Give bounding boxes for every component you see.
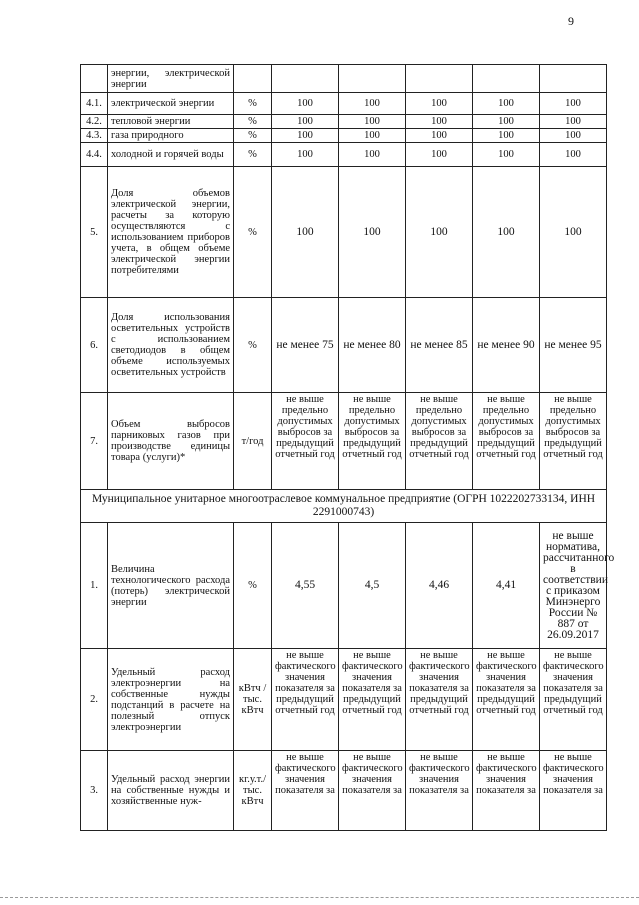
value-cell-2: не выше предельно допустимых выбросов за предыдущий отчетный год (339, 393, 406, 490)
value-cell-4: 100 (473, 167, 540, 298)
row-number: 6. (81, 298, 108, 393)
unit-cell: т/год (234, 393, 272, 490)
value-cell-5 (540, 65, 607, 93)
value-cell-1: не выше предельно допустимых выбросов за предыдущий отчетный год (272, 393, 339, 490)
indicator-name: Удельный расход энергии на собственные нужды и хозяйственные нуж- (108, 751, 234, 831)
indicator-name: тепловой энергии (108, 115, 234, 129)
value-cell-3 (406, 65, 473, 93)
value-cell-5: 100 (540, 143, 607, 167)
table-row (81, 490, 607, 523)
row-number: 1. (81, 523, 108, 649)
unit-cell: % (234, 115, 272, 129)
value-cell-5: 100 (540, 129, 607, 143)
indicator-name: Величина технологического расхода (потерь) электрической энергии (108, 523, 234, 649)
table-row (81, 143, 607, 167)
row-number: 2. (81, 649, 108, 751)
row-number: 3. (81, 751, 108, 831)
table-row (81, 167, 607, 298)
indicator-name: энергии, электрической энергии (108, 65, 234, 93)
value-cell-2: не менее 80 (339, 298, 406, 393)
table-row (81, 65, 607, 93)
value-cell-3: не выше фактического значения показателя за (406, 751, 473, 831)
value-cell-5: не выше норматива, рассчитанного в соответствии с приказом Минэнерго России № 887 от 26.09.2017 (540, 523, 607, 649)
unit-cell: % (234, 93, 272, 115)
row-number: 4.1. (81, 93, 108, 115)
value-cell-1 (272, 65, 339, 93)
value-cell-3: 100 (406, 115, 473, 129)
value-cell-3: 4,46 (406, 523, 473, 649)
value-cell-1: не выше фактического значения показателя за (272, 751, 339, 831)
unit-cell: % (234, 129, 272, 143)
value-cell-5: не выше фактического значения показателя за предыдущий отчетный год (540, 649, 607, 751)
table-body-bottom (81, 523, 615, 831)
table-body-top (81, 65, 607, 490)
value-cell-2: 100 (339, 167, 406, 298)
section-title: Муниципальное унитарное многоотраслевое коммунальное предприятие (ОГРН 1022202733134, ИНН 2291000743) (81, 490, 607, 523)
value-cell-2: 4,5 (339, 523, 406, 649)
value-cell-1: не менее 75 (272, 298, 339, 393)
value-cell-2 (339, 65, 406, 93)
indicator-name: Доля объемов электрической энергии, расчеты за которую осуществляются с использованием приборов учета, в общем объеме электрической энергии потребителями (108, 167, 234, 298)
value-cell-4: 100 (473, 143, 540, 167)
value-cell-3: 100 (406, 129, 473, 143)
unit-cell: % (234, 523, 272, 649)
table-row (81, 523, 607, 649)
value-cell-2: 100 (339, 115, 406, 129)
value-cell-4 (473, 65, 540, 93)
value-cell-4: не выше предельно допустимых выбросов за предыдущий отчетный год (473, 393, 540, 490)
value-cell-4: 100 (473, 115, 540, 129)
unit-cell: % (234, 298, 272, 393)
unit-cell: % (234, 143, 272, 167)
unit-cell (234, 65, 272, 93)
value-cell-2: не выше фактического значения показателя за (339, 751, 406, 831)
value-cell-5: 100 (540, 93, 607, 115)
value-cell-3: не менее 85 (406, 298, 473, 393)
row-number: 7. (81, 393, 108, 490)
table-row (81, 751, 607, 831)
value-cell-3: не выше предельно допустимых выбросов за предыдущий отчетный год (406, 393, 473, 490)
indicator-name: холодной и горячей воды (108, 143, 234, 167)
indicator-name: электрической энергии (108, 93, 234, 115)
table-row (81, 649, 607, 751)
unit-cell: кг.у.т./ тыс. кВтч (234, 751, 272, 831)
row-number: 4.2. (81, 115, 108, 129)
row-number (81, 65, 108, 93)
value-cell-4: 4,41 (473, 523, 540, 649)
value-cell-4: не выше фактического значения показателя за (473, 751, 540, 831)
indicator-name: Объем выбросов парниковых газов при производстве единицы товара (услуги)* (108, 393, 234, 490)
value-cell-3: 100 (406, 93, 473, 115)
table-row (81, 298, 607, 393)
unit-cell: кВтч / тыс. кВтч (234, 649, 272, 751)
value-cell-5: 100 (540, 167, 607, 298)
table-row (81, 115, 607, 129)
value-cell-1: не выше фактического значения показателя за предыдущий отчетный год (272, 649, 339, 751)
value-cell-5: не менее 95 (540, 298, 607, 393)
page-number: 9 (568, 14, 574, 28)
value-cell-5: не выше предельно допустимых выбросов за предыдущий отчетный год (540, 393, 607, 490)
indicator-name: газа природного (108, 129, 234, 143)
value-cell-2: не выше фактического значения показателя за предыдущий отчетный год (339, 649, 406, 751)
value-cell-3: не выше фактического значения показателя за предыдущий отчетный год (406, 649, 473, 751)
indicator-name: Доля использования осветительных устройств с использованием светодиодов в общем объеме используемых осветительных устройств (108, 298, 234, 393)
table-row (81, 129, 607, 143)
value-cell-5: 100 (540, 115, 607, 129)
value-cell-5: не выше фактического значения показателя за (540, 751, 607, 831)
footer-divider (0, 897, 639, 898)
indicator-name: Удельный расход электроэнергии на собственные нужды подстанций в расчете на полезный отпуск электроэнергии (108, 649, 234, 751)
value-cell-1: 100 (272, 143, 339, 167)
value-cell-4: 100 (473, 93, 540, 115)
row-number: 4.3. (81, 129, 108, 143)
table-row (81, 393, 607, 490)
table-row (81, 93, 607, 115)
section-header (81, 490, 607, 523)
value-cell-1: 100 (272, 129, 339, 143)
value-cell-1: 100 (272, 93, 339, 115)
value-cell-1: 100 (272, 167, 339, 298)
value-cell-3: 100 (406, 167, 473, 298)
indicators-table (80, 64, 615, 831)
value-cell-2: 100 (339, 143, 406, 167)
row-number: 4.4. (81, 143, 108, 167)
value-cell-4: 100 (473, 129, 540, 143)
value-cell-1: 4,55 (272, 523, 339, 649)
value-cell-2: 100 (339, 129, 406, 143)
row-number: 5. (81, 167, 108, 298)
unit-cell: % (234, 167, 272, 298)
value-cell-4: не выше фактического значения показателя за предыдущий отчетный год (473, 649, 540, 751)
value-cell-4: не менее 90 (473, 298, 540, 393)
value-cell-1: 100 (272, 115, 339, 129)
value-cell-2: 100 (339, 93, 406, 115)
value-cell-3: 100 (406, 143, 473, 167)
